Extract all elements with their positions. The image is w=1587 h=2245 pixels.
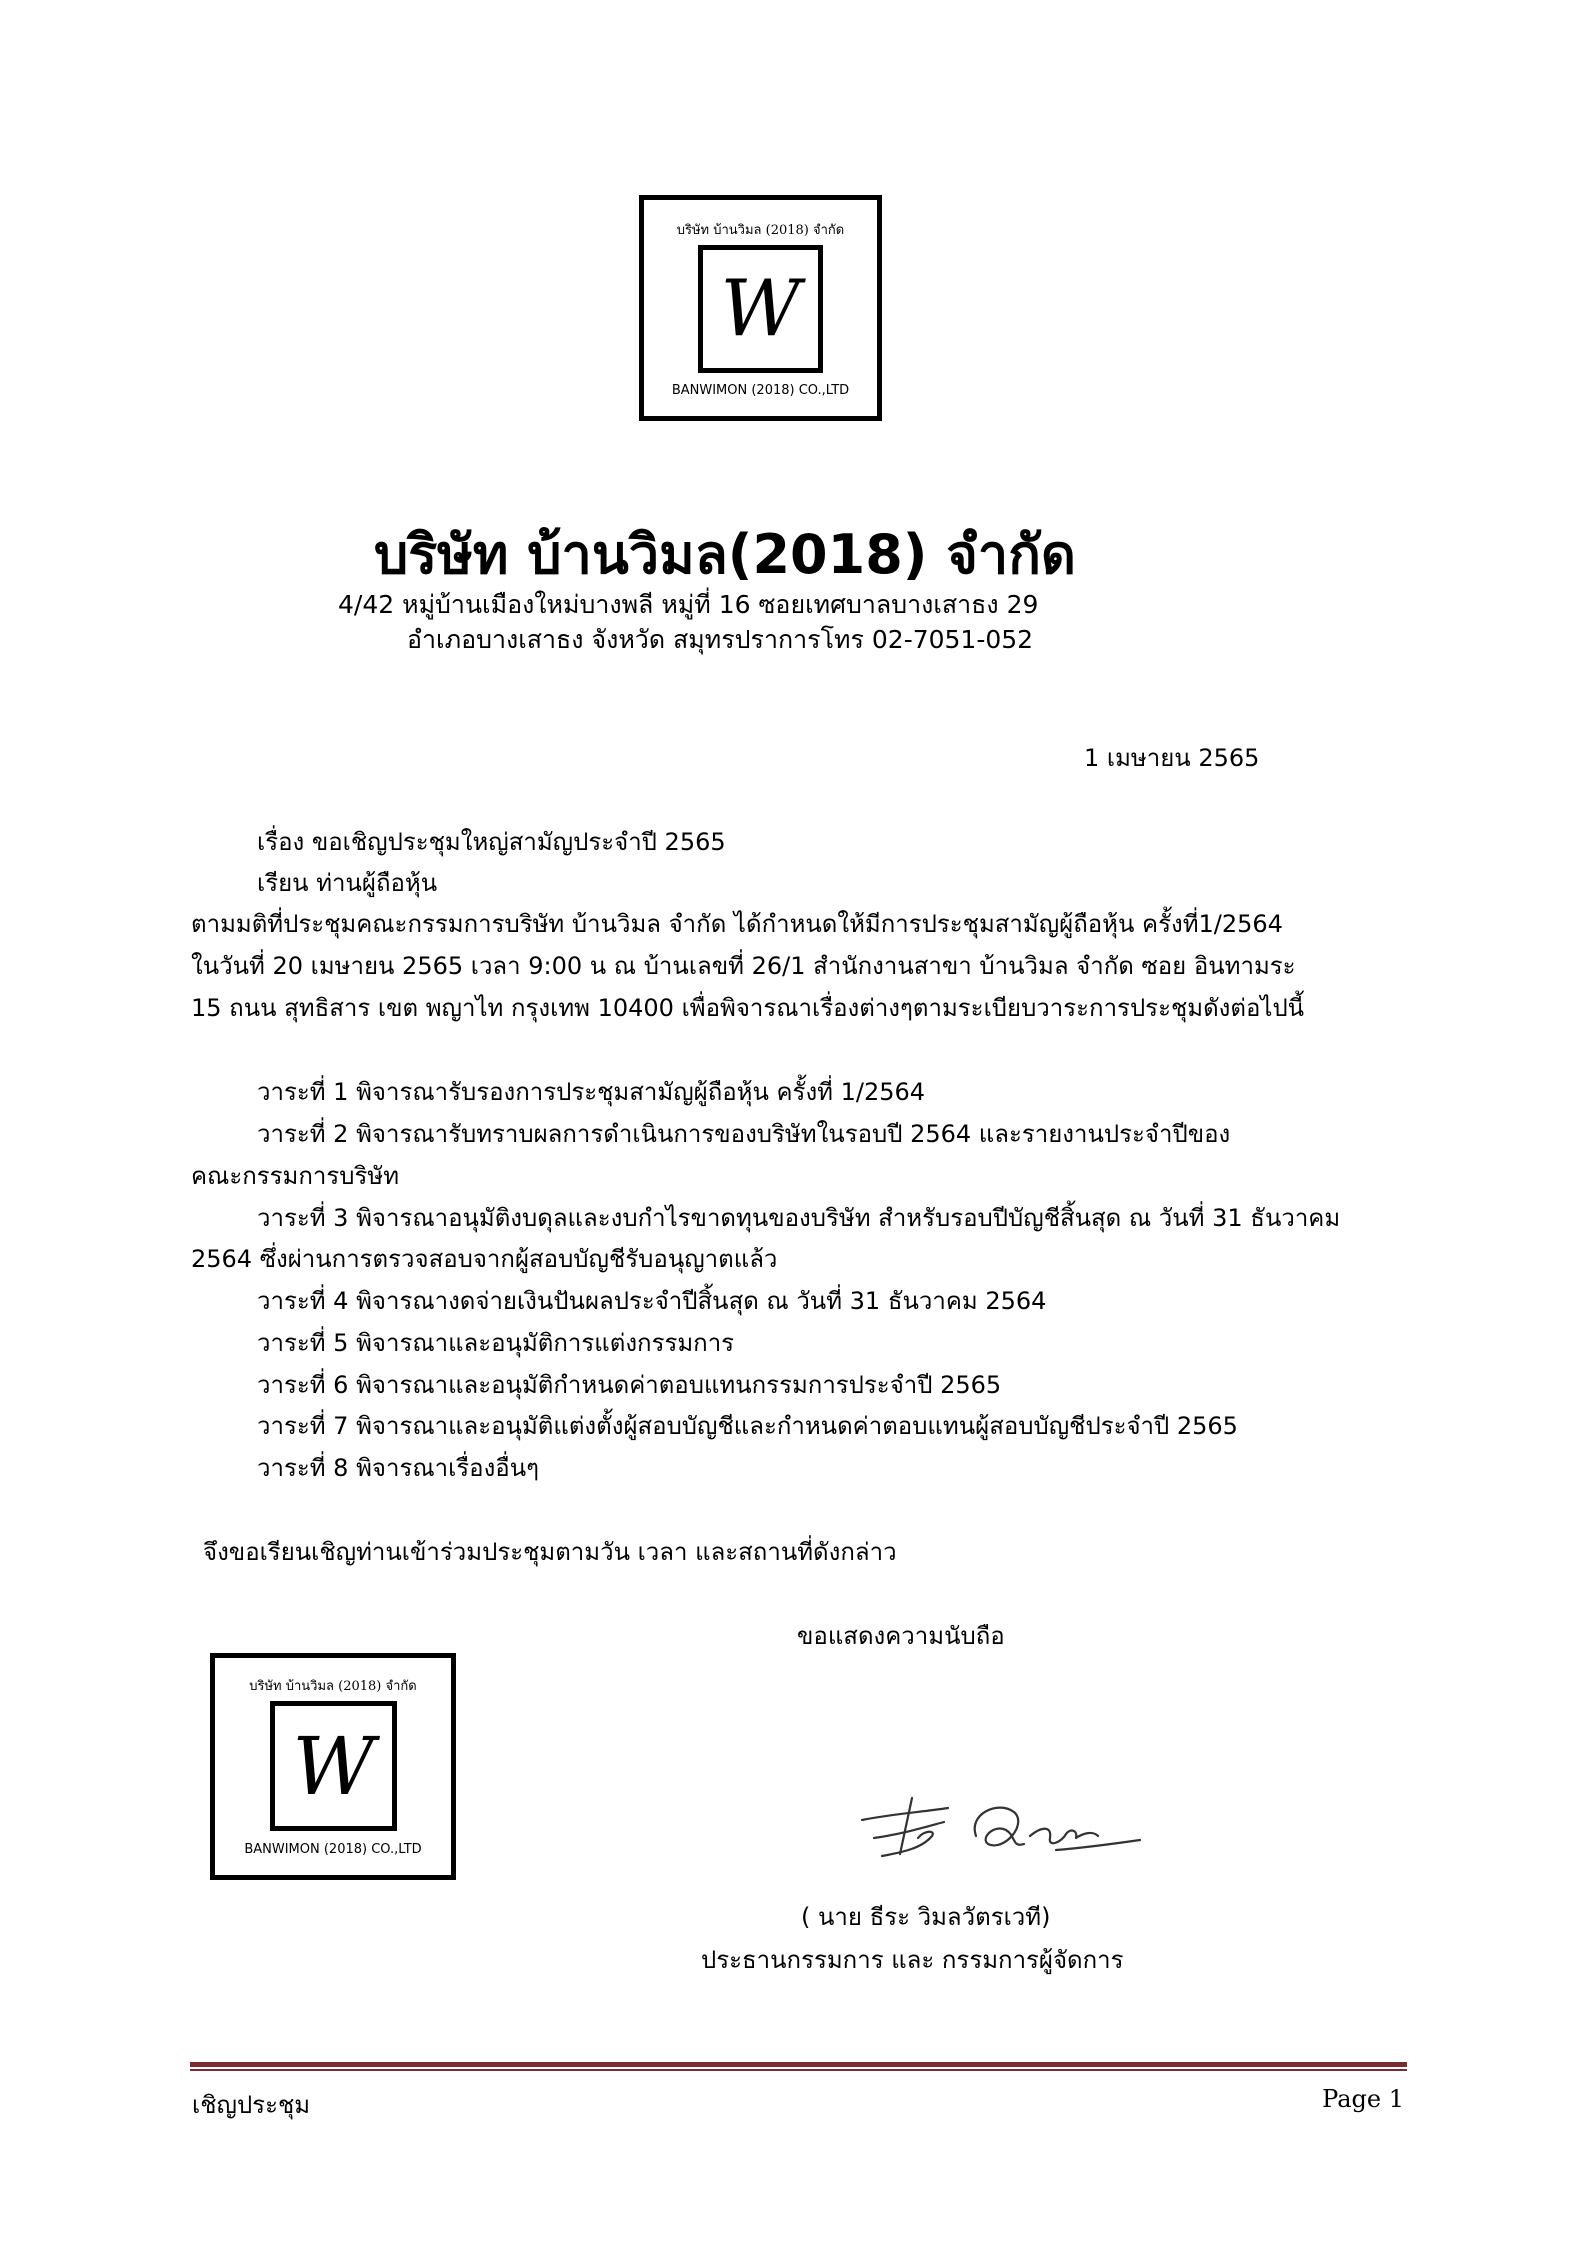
signer-title: ประธานกรรมการ และ กรรมการผู้จัดการ [701,1946,1124,1974]
agenda-item-7: วาระที่ 7 พิจารณาและอนุมัติแต่งตั้งผู้สอบบัญชีและกำหนดค่าตอบแทนผู้สอบบัญชีประจำปี 2565 [257,1412,1238,1440]
address-line-2: อำเภอบางเสาธง จังหวัด สมุทรปราการโทร 02-7051-052 [407,625,1034,654]
stamp-monogram: W [292,1719,375,1813]
agenda-item-8: วาระที่ 8 พิจารณาเรื่องอื่นๆ [257,1454,540,1482]
logo-monogram: W [720,264,801,354]
agenda-item-1: วาระที่ 1 พิจารณารับรองการประชุมสามัญผู้ถือหุ้น ครั้งที่ 1/2564 [257,1078,926,1106]
stamp-monogram-frame [270,1701,397,1831]
agenda-item-2-cont: คณะกรรมการบริษัท [191,1162,400,1190]
agenda-item-2: วาระที่ 2 พิจารณารับทราบผลการดำเนินการของบริษัทในรอบปี 2564 และรายงานประจำปีของ [257,1120,1231,1148]
stamp-bottom-text: BANWIMON (2018) CO.,LTD [244,1842,422,1857]
logo-monogram-frame [698,245,823,373]
company-stamp [210,1653,456,1880]
address-line-1: 4/42 หมู่บ้านเมืองใหม่บางพลี หมู่ที่ 16 ซอยเทศบาลบางเสาธง 29 [338,590,1039,619]
body-line: ตามมติที่ประชุมคณะกรรมการบริษัท บ้านวิมล จำกัด ได้กำหนดให้มีการประชุมสามัญผู้ถือหุ้น ครั้งที่1/2564 [191,910,1283,938]
page-number: Page 1 [1322,2085,1404,2113]
signature [852,1778,1192,1878]
footer-rule-thin [190,2069,1407,2071]
company-logo-top [639,195,882,421]
agenda-item-5: วาระที่ 5 พิจารณาและอนุมัติการแต่งกรรมการ [257,1329,735,1357]
closing-invite: จึงขอเรียนเชิญท่านเข้าร่วมประชุมตามวัน เวลา และสถานที่ดังกล่าว [203,1538,897,1566]
agenda-item-4: วาระที่ 4 พิจารณางดจ่ายเงินปันผลประจำปีสิ้นสุด ณ วันที่ 31 ธันวาคม 2564 [257,1287,1047,1315]
logo-bottom-text: BANWIMON (2018) CO.,LTD [671,383,850,398]
agenda-item-3: วาระที่ 3 พิจารณาอนุมัติงบดุลและงบกำไรขาดทุนของบริษัท สำหรับรอบปีบัญชีสิ้นสุด ณ วันที่ 31 ธันวาคม [257,1204,1341,1232]
agenda-item-6: วาระที่ 6 พิจารณาและอนุมัติกำหนดค่าตอบแทนกรรมการประจำปี 2565 [257,1371,1002,1399]
logo-top-text: บริษัท บ้านวิมล (2018) จำกัด [676,223,845,238]
signer-name: ( นาย ธีระ วิมลวัตรเวที) [801,1903,1051,1931]
letter-salutation: เรียน ท่านผู้ถือหุ้น [257,869,438,897]
letter-date: 1 เมษายน 2565 [1084,744,1260,772]
body-line: ในวันที่ 20 เมษายน 2565 เวลา 9:00 น ณ บ้านเลขที่ 26/1 สำนักงานสาขา บ้านวิมล จำกัด ซอย อินทามระ [191,952,1296,980]
stamp-top-text: บริษัท บ้านวิมล (2018) จำกัด [249,1679,417,1694]
company-name: บริษัท บ้านวิมล(2018) จำกัด [374,523,1076,586]
footer-left: เชิญประชุม [192,2091,311,2119]
footer-rule [190,2062,1407,2067]
agenda-item-3-cont: 2564 ซึ่งผ่านการตรวจสอบจากผู้สอบบัญชีรับอนุญาตแล้ว [191,1245,778,1273]
regards: ขอแสดงความนับถือ [797,1622,1005,1650]
letter-subject: เรื่อง ขอเชิญประชุมใหญ่สามัญประจำปี 2565 [257,828,726,856]
body-line: 15 ถนน สุทธิสาร เขต พญาไท กรุงเทพ 10400 เพื่อพิจารณาเรื่องต่างๆตามระเบียบวาระการประชุมดังต่อไปนี้ [191,994,1305,1022]
